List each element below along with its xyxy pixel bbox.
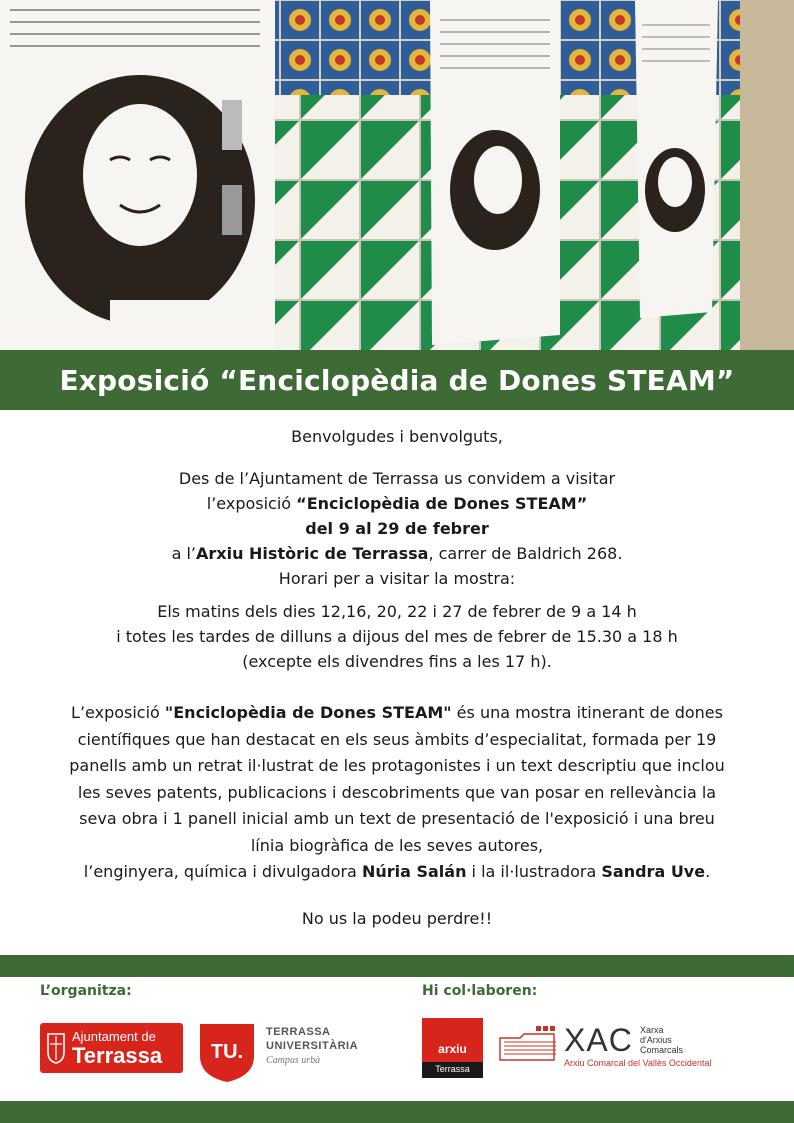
page-title: Exposició “Enciclopèdia de Dones STEAM” bbox=[59, 363, 735, 397]
description-paragraph bbox=[36, 700, 758, 886]
exhibition-name: “Enciclopèdia de Dones STEAM” bbox=[296, 494, 588, 513]
desc-exhibition-name: "Enciclopèdia de Dones STEAM" bbox=[164, 703, 452, 722]
arxiu-logo-line-2: Terrassa bbox=[435, 1064, 470, 1074]
xac-logo-line-1: Xarxa bbox=[640, 1025, 664, 1035]
tu-logo-line-3: Campus urbà bbox=[266, 1055, 321, 1066]
xac-mark: XAC bbox=[564, 1022, 633, 1058]
schedule-line-1: Els matins dels dies 12,16, 20, 22 i 27 de febrer de 9 a 14 h bbox=[157, 602, 637, 621]
invite-line-1: Des de l’Ajuntament de Terrassa us convidem a visitar bbox=[178, 469, 616, 488]
desc-line-3: panells amb un retrat il·lustrat de les protagonistes i un text descriptiu que inclou bbox=[69, 756, 725, 775]
location-pre: a l’ bbox=[171, 544, 196, 563]
ajuntament-terrassa-logo bbox=[40, 1023, 183, 1073]
venue-name: Arxiu Històric de Terrassa bbox=[196, 544, 429, 563]
desc-line-1: és una mostra itinerant de dones bbox=[451, 703, 723, 722]
exhibition-photo-graphic bbox=[0, 0, 794, 350]
xac-logo-subtitle: Arxiu Comarcal del Vallès Occidental bbox=[564, 1058, 712, 1068]
xac-logo-line-2: d'Arxius bbox=[640, 1035, 672, 1045]
footer-divider bbox=[0, 955, 794, 977]
desc-line-5: seva obra i 1 panell inicial amb un text de presentació de l'exposició i una breu bbox=[79, 809, 715, 828]
greeting: Benvolgudes i benvolguts, bbox=[291, 427, 503, 446]
desc-pre: L’exposició bbox=[71, 703, 165, 722]
arxiu-logo-line-1: arxiu bbox=[438, 1042, 467, 1056]
footer-bottom-band bbox=[0, 1101, 794, 1123]
organizer-label: L’organitza: bbox=[40, 983, 132, 999]
arxiu-terrassa-logo bbox=[422, 1018, 483, 1078]
tu-logo-line-2: UNIVERSITÀRIA bbox=[266, 1040, 359, 1052]
invitation-text bbox=[36, 424, 758, 931]
address-text: , carrer de Baldrich 268. bbox=[428, 544, 623, 563]
invite-line-2 bbox=[36, 491, 758, 516]
author-name-1: Núria Salán bbox=[361, 862, 467, 881]
tu-mark-text: TU. bbox=[210, 1041, 244, 1063]
desc-line-7: l’enginyera, química i divulgadora bbox=[83, 862, 362, 881]
schedule-heading: Horari per a visitar la mostra: bbox=[278, 569, 516, 588]
invite-line-2-text: l’exposició bbox=[206, 494, 297, 513]
schedule-line-3: (excepte els divendres fins a les 17 h). bbox=[242, 652, 552, 671]
xac-folders-icon bbox=[498, 1024, 562, 1064]
desc-line-2: científiques que han destacat en els seus àmbits d’especialitat, formada per 19 bbox=[77, 729, 717, 749]
ajuntament-logo-line-2: Terrassa bbox=[72, 1043, 163, 1068]
tu-shield-icon bbox=[198, 1022, 256, 1084]
xac-logo bbox=[498, 1022, 712, 1072]
desc-line-4: les seves patents, publicacions i descobriments que van posar en rellevància la bbox=[77, 782, 717, 802]
terrassa-shield-icon bbox=[47, 1032, 65, 1064]
schedule-line-2: i totes les tardes de dilluns a dijous del mes de febrer de 15.30 a 18 h bbox=[116, 627, 678, 646]
desc-line-7-end: . bbox=[705, 862, 711, 881]
dates-text: del 9 al 29 de febrer bbox=[305, 519, 489, 538]
invite-location bbox=[36, 541, 758, 566]
collaborators-label: Hi col·laboren: bbox=[422, 983, 538, 999]
ajuntament-logo-line-1: Ajuntament de bbox=[72, 1029, 156, 1044]
title-band bbox=[0, 350, 794, 410]
xac-logo-line-3: Comarcals bbox=[640, 1045, 684, 1055]
exhibition-dates bbox=[36, 516, 758, 541]
closing-line: No us la podeu perdre!! bbox=[301, 908, 493, 928]
tu-logo-line-1: TERRASSA bbox=[266, 1026, 331, 1038]
author-name-2: Sandra Uve bbox=[601, 862, 706, 881]
terrassa-universitaria-logo bbox=[198, 1022, 358, 1084]
exhibition-photo bbox=[0, 0, 794, 350]
desc-line-6: línia biogràfica de les seves autores, bbox=[250, 835, 544, 855]
desc-line-7-mid: i la il·lustradora bbox=[466, 862, 602, 881]
